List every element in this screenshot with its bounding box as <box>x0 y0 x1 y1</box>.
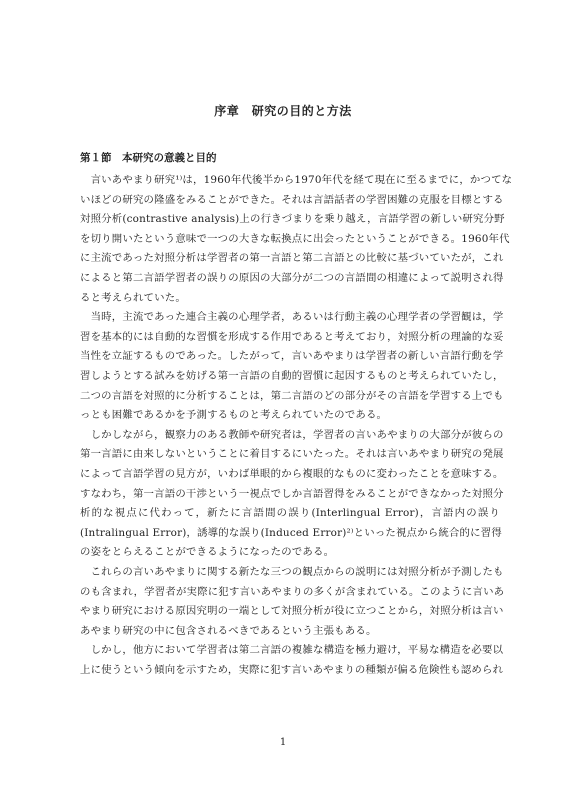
page-number: 1 <box>279 737 287 748</box>
text-line: っとも困難であるかを予測するものと考えられていたのである。 <box>80 409 388 422</box>
text-line: 第一言語に由来しないということに着目するにいたった。それは言いあやまり研究の発展 <box>80 448 504 461</box>
text-line: あやまり研究の中に包含されるべきであるという主張もある。 <box>80 624 377 637</box>
text-line: 析的な視点に代わって，新たに言語間の誤り(Interlingual Error)，言語内の誤り <box>80 507 500 520</box>
text-line: によると第二言語学習者の誤りの原因の大部分が二つの言語間の相違によって説明され得 <box>80 272 504 284</box>
text-line: 言いあやまり研究¹⁾は，1960年代後半から1970年代を経て現在に至るまでに，かつてな <box>80 174 513 186</box>
text-line: すなわち，第一言語の干渉という一視点でしか言語習得をみることができなかった対照分 <box>80 487 504 500</box>
text-line: やまり研究における原因究明の一端として対照分析が役に立つことから，対照分析は言い <box>80 605 504 618</box>
text-line: これらの言いあやまりに関する新たな三つの観点からの説明には対照分析が予測したも <box>80 566 504 578</box>
text-line: の姿をとらえることができるようになったのである。 <box>80 546 335 559</box>
text-line: いほどの研究の隆盛をみることができた。それは言語話者の学習困難の克服を目標とする <box>80 193 504 206</box>
text-line: 二つの言語を対照的に分析することは，第二言語のどの部分がその言語を学習する上でも <box>80 389 504 402</box>
text-line: 上に使うという傾向を示すため，実際に犯す言いあやまりの種類が偏る危険性も認められ <box>80 664 504 676</box>
text-line: 当時，主流であった連合主義の心理学者，あるいは行動主義の心理学者の学習観は，学 <box>80 311 504 324</box>
text-line: 習を基本的には自動的な習慣を形成する作用であると考えており，対照分析の理論的な妥 <box>80 330 504 343</box>
text-line: ると考えられていた。 <box>80 291 186 304</box>
text-line: しかし，他方において学習者は第二言語の複雑な構造を極力避け，平易な構造を必要以 <box>80 644 504 657</box>
text-line: 当性を立証するものであった。したがって，言いあやまりは学習者の新しい言語行動を学 <box>80 350 504 363</box>
text-line: 習しようとする試みを妨げる第一言語の自動的習慣に起因するものと考えられていたし， <box>80 370 504 382</box>
section-heading: 第１節 本研究の意義と目的 <box>80 152 217 164</box>
text-line: しかしながら，観察力のある教師や研究者は，学習者の言いあやまりの大部分が彼らの <box>80 428 504 441</box>
text-line: によって言語学習の見方が，いわば単眼的から複眼的なものに変わったことを意味する。 <box>80 468 504 480</box>
chapter-title: 序章 研究の目的と方法 <box>214 104 352 118</box>
text-line: 対照分析(contrastive analysis)上の行きづまりを乗り越え，言語学習の新しい研究分野 <box>80 213 505 226</box>
text-line: (Intralingual Error)，誘導的な誤り(Induced Error)²⁾といった視点から統合的に習得 <box>80 526 502 539</box>
text-line: を切り開いたという意味で一つの大きな転換点に出会ったということができる。1960年代 <box>80 232 510 245</box>
text-line: のも含まれ，学習者が実際に犯す言いあやまりの多くが含まれている。このように言いあ <box>80 585 505 598</box>
text-line: に主流であった対照分析は学習者の第一言語と第二言語との比較に基づいていたが，これ <box>80 252 504 265</box>
